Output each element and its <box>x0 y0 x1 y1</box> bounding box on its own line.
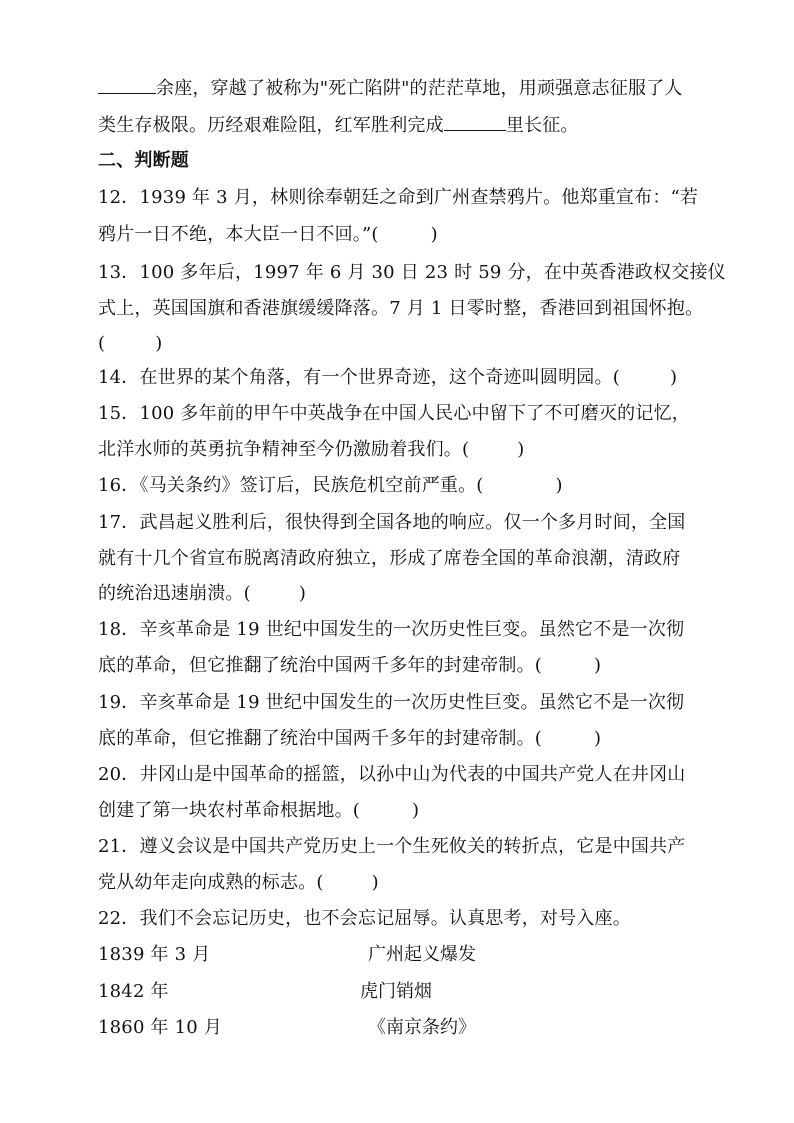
intro-line-1 <box>98 77 683 100</box>
q13-line-2: 式上，英国国旗和香港旗缓缓降落。7 月 1 日零时整，香港回到祖国怀抱。 <box>98 298 704 319</box>
paren-close: ) <box>155 333 163 354</box>
match-left-1[interactable]: 1839 年 3 月 <box>98 944 211 965</box>
q21-line-2 <box>98 872 379 894</box>
paren-close: ) <box>517 439 525 460</box>
q12-line-1: 12．1939 年 3 月，林则徐奉朝廷之命到广州查禁鸦片。他郑重宣布：“若 <box>98 187 699 208</box>
section-title: 二、判断题 <box>98 150 189 171</box>
intro-text: 余座，穿越了被称为"死亡陷阱"的茫茫草地，用顽强意志征服了人 <box>156 78 683 99</box>
paren-close: ) <box>298 583 307 604</box>
fill-blank[interactable] <box>98 77 156 94</box>
question-text: 党从幼年走向成熟的标志。( <box>98 872 324 893</box>
paren-close: ) <box>594 655 602 676</box>
q15-line-2 <box>98 439 524 461</box>
q20-line-2 <box>98 800 419 822</box>
intro-text: 类生存极限。历经艰难险阻，红军胜利完成 <box>98 115 444 136</box>
q17-line-1: 17．武昌起义胜利后，很快得到全国各地的响应。仅一个多月时间，全国 <box>98 512 686 533</box>
match-right-1[interactable]: 广州起义爆发 <box>368 944 476 965</box>
q13-line-3 <box>98 333 162 355</box>
q18-line-1: 18．辛亥革命是 19 世纪中国发生的一次历史性巨变。虽然它不是一次彻 <box>98 619 685 640</box>
question-text: 14．在世界的某个角落，有一个世界奇迹，这个奇迹叫圆明园。( <box>98 367 620 388</box>
q15-line-1: 15．100 多年前的甲午中英战争在中国人民心中留下了不可磨灭的记忆， <box>98 403 690 424</box>
paren-close: ) <box>371 872 379 893</box>
q21-line-1: 21．遵义会议是中国共产党历史上一个生死攸关的转折点，它是中国共产 <box>98 836 686 857</box>
question-text: 创建了第一块农村革命根据地。( <box>98 800 361 821</box>
q14-line-1 <box>98 367 677 389</box>
paren-open: ( <box>98 333 106 354</box>
intro-line-2 <box>98 114 579 137</box>
question-text: 底的革命，但它推翻了统治中国两千多年的封建帝制。( <box>98 655 543 676</box>
match-left-2[interactable]: 1842 年 <box>98 981 169 1002</box>
q13-line-1: 13．100 多年后，1997 年 6 月 30 日 23 时 59 分，在中英香港政权交接仪 <box>98 262 726 283</box>
match-right-2[interactable]: 虎门销烟 <box>360 981 432 1002</box>
q19-line-2 <box>98 728 601 750</box>
q12-line-2 <box>98 224 438 246</box>
match-right-3[interactable]: 《南京条约》 <box>368 1017 476 1038</box>
question-text: 的统治迅速崩溃。( <box>98 583 251 604</box>
q18-line-2 <box>98 655 601 677</box>
match-left-3[interactable]: 1860 年 10 月 <box>98 1017 223 1038</box>
fill-blank[interactable] <box>444 114 506 131</box>
paren-close: ) <box>412 800 420 821</box>
q17-line-2: 就有十几个省宣布脱离清政府独立，形成了席卷全国的革命浪潮，清政府 <box>98 548 681 569</box>
question-text: 16．《马关条约》签订后，民族危机空前严重。( <box>98 475 484 496</box>
question-text: 北洋水师的英勇抗争精神至今仍激励着我们。( <box>98 439 470 460</box>
paren-close: ) <box>430 224 438 245</box>
paren-close: ) <box>669 367 678 388</box>
q19-line-1: 19．辛亥革命是 19 世纪中国发生的一次历史性巨变。虽然它不是一次彻 <box>98 692 685 713</box>
q16-line-1 <box>98 475 563 497</box>
q17-line-3 <box>98 583 306 605</box>
paren-close: ) <box>555 475 563 496</box>
question-text: 底的革命，但它推翻了统治中国两千多年的封建帝制。( <box>98 728 543 749</box>
intro-text: 里长征。 <box>505 115 579 136</box>
q20-line-1: 20．井冈山是中国革命的摇篮，以孙中山为代表的中国共产党人在井冈山 <box>98 764 686 785</box>
question-text: 鸦片一日不绝，本大臣一日不回。”( <box>98 224 379 245</box>
q22-line-1: 22．我们不会忘记历史，也不会忘记屈辱。认真思考，对号入座。 <box>98 908 631 929</box>
paren-close: ) <box>594 728 602 749</box>
